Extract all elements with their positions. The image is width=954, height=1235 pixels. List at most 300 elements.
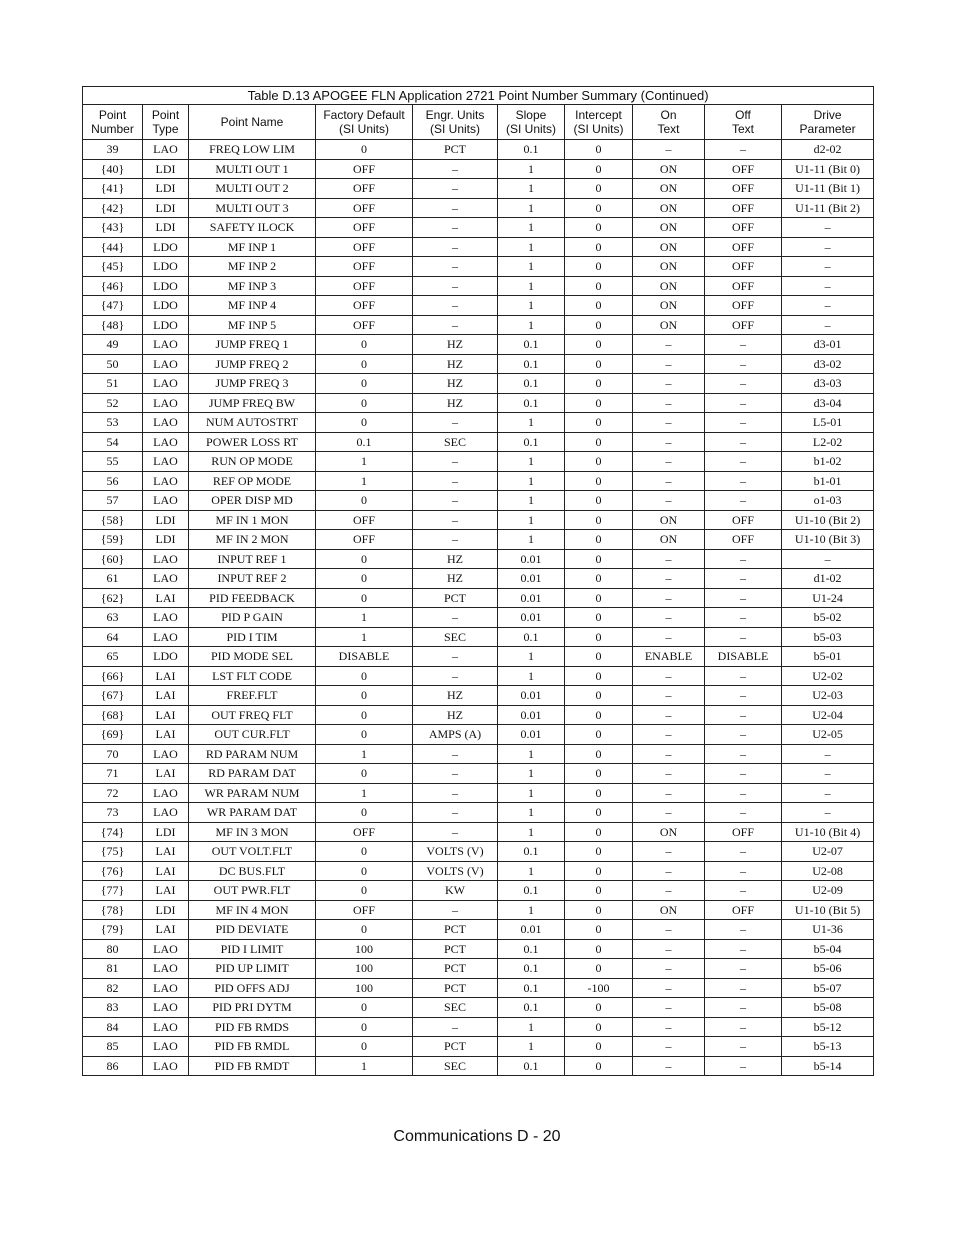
table-cell: – [705,452,782,472]
table-cell: 0 [565,705,633,725]
table-cell: 0.1 [498,842,565,862]
table-cell: 1 [498,1017,565,1037]
table-cell: PCT [413,588,498,608]
table-row [83,842,874,862]
table-cell: – [413,413,498,433]
table-cell: LAO [143,413,189,433]
table-row [83,939,874,959]
table-cell: 0 [565,276,633,296]
table-cell: HZ [413,549,498,569]
column-header [782,105,874,140]
column-header-line: (SI Units) [429,122,480,136]
table-cell: {46} [83,276,143,296]
table-cell: 1 [498,413,565,433]
table-cell: 0.1 [498,1056,565,1076]
table-cell: ON [633,179,705,199]
table-cell: 1 [498,764,565,784]
table-cell: OFF [705,257,782,277]
column-header [413,105,498,140]
table-row [83,452,874,472]
column-header-line: (SI Units) [573,122,624,136]
table-cell: – [705,783,782,803]
column-header [705,105,782,140]
table-cell: d2-02 [782,140,874,160]
table-cell: b5-07 [782,978,874,998]
table-cell: LAO [143,608,189,628]
table-cell: 0.1 [498,335,565,355]
table-row [83,998,874,1018]
table-cell: JUMP FREQ 2 [189,354,316,374]
column-header-line: Drive [813,108,842,122]
table-title: Table D.13 APOGEE FLN Application 2721 Point Number Summary (Continued) [83,87,874,105]
table-cell: – [633,920,705,940]
table-cell: {48} [83,315,143,335]
table-cell: 1 [316,452,413,472]
table-cell: – [413,608,498,628]
table-cell: 0 [316,588,413,608]
table-cell: – [413,666,498,686]
table-cell: U2-02 [782,666,874,686]
table-cell: 0 [316,335,413,355]
table-cell: b5-04 [782,939,874,959]
table-cell: HZ [413,374,498,394]
table-cell: PCT [413,978,498,998]
table-cell: OFF [316,237,413,257]
table-cell: – [705,881,782,901]
table-cell: 0 [565,725,633,745]
table-cell: d3-02 [782,354,874,374]
table-cell: U2-09 [782,881,874,901]
table-cell: 0 [565,783,633,803]
table-cell: OFF [316,159,413,179]
table-cell: LDI [143,198,189,218]
table-cell: 55 [83,452,143,472]
table-cell: {44} [83,237,143,257]
table-cell: 1 [316,783,413,803]
table-cell: 0 [565,315,633,335]
table-cell: OFF [705,159,782,179]
table-cell: – [633,783,705,803]
table-cell: 64 [83,627,143,647]
table-cell: LDO [143,315,189,335]
table-cell: WR PARAM NUM [189,783,316,803]
table-cell: PID FB RMDT [189,1056,316,1076]
table-cell: 0 [316,140,413,160]
table-cell: 0 [565,939,633,959]
table-cell: 61 [83,569,143,589]
table-cell: – [705,939,782,959]
table-cell: LDI [143,900,189,920]
table-row [83,159,874,179]
table-cell: – [705,978,782,998]
table-row [83,510,874,530]
table-row [83,1017,874,1037]
table-cell: SEC [413,432,498,452]
table-cell: OUT PWR.FLT [189,881,316,901]
table-cell: – [413,315,498,335]
table-cell: 1 [498,315,565,335]
table-cell: 0 [565,959,633,979]
table-row [83,413,874,433]
table-cell: VOLTS (V) [413,842,498,862]
table-cell: -100 [565,978,633,998]
table-cell: – [413,744,498,764]
table-cell: U1-10 (Bit 5) [782,900,874,920]
table-cell: – [633,452,705,472]
table-cell: LAO [143,978,189,998]
table-cell: U2-07 [782,842,874,862]
table-cell: OFF [316,198,413,218]
table-cell: LAO [143,959,189,979]
table-cell: – [705,920,782,940]
table-cell: 52 [83,393,143,413]
table-cell: {45} [83,257,143,277]
table-cell: 1 [498,257,565,277]
column-header-line: Off [735,108,751,122]
table-cell: OFF [316,179,413,199]
table-cell: LDI [143,822,189,842]
table-row [83,920,874,940]
table-cell: – [633,549,705,569]
table-cell: ON [633,276,705,296]
table-cell: MF IN 4 MON [189,900,316,920]
column-header [316,105,413,140]
table-row [83,569,874,589]
table-cell: L2-02 [782,432,874,452]
table-cell: 0 [565,237,633,257]
table-cell: ON [633,315,705,335]
table-header-row [83,105,874,140]
table-cell: – [705,1037,782,1057]
table-cell: 1 [498,198,565,218]
table-row [83,315,874,335]
table-cell: – [705,842,782,862]
table-cell: LST FLT CODE [189,666,316,686]
table-cell: – [633,725,705,745]
table-cell: PID MODE SEL [189,647,316,667]
table-cell: – [705,413,782,433]
table-cell: WR PARAM DAT [189,803,316,823]
table-cell: 1 [498,510,565,530]
table-cell: LDI [143,530,189,550]
table-cell: PID DEVIATE [189,920,316,940]
table-cell: 1 [498,530,565,550]
table-cell: – [705,666,782,686]
table-cell: {43} [83,218,143,238]
table-cell: HZ [413,335,498,355]
table-cell: LAO [143,140,189,160]
table-cell: OUT VOLT.FLT [189,842,316,862]
table-cell: – [633,666,705,686]
table-cell: – [782,218,874,238]
table-cell: SEC [413,627,498,647]
table-cell: 84 [83,1017,143,1037]
table-cell: LAO [143,491,189,511]
table-cell: 0 [565,1056,633,1076]
table-cell: 80 [83,939,143,959]
table-cell: LAI [143,861,189,881]
column-header [189,105,316,140]
table-cell: – [633,569,705,589]
table-cell: MF INP 2 [189,257,316,277]
table-row [83,276,874,296]
table-cell: 51 [83,374,143,394]
table-row [83,705,874,725]
table-cell: b5-12 [782,1017,874,1037]
table-cell: 0 [565,920,633,940]
table-cell: LAO [143,1037,189,1057]
table-cell: ENABLE [633,647,705,667]
table-cell: – [705,588,782,608]
table-cell: ON [633,296,705,316]
table-cell: 1 [498,861,565,881]
table-cell: MF IN 1 MON [189,510,316,530]
table-cell: b5-06 [782,959,874,979]
table-cell: OFF [316,257,413,277]
table-cell: – [633,998,705,1018]
table-cell: – [705,861,782,881]
table-cell: LAO [143,783,189,803]
table-row [83,530,874,550]
table-cell: LDI [143,218,189,238]
table-row [83,491,874,511]
table-cell: – [633,959,705,979]
table-cell: 1 [498,471,565,491]
table-cell: – [705,1056,782,1076]
table-cell: 0 [316,705,413,725]
table-cell: 0.01 [498,608,565,628]
table-cell: – [705,569,782,589]
table-cell: 0 [565,744,633,764]
table-cell: U1-10 (Bit 4) [782,822,874,842]
table-cell: {79} [83,920,143,940]
table-cell: PCT [413,920,498,940]
table-cell: 0.01 [498,549,565,569]
table-cell: 1 [498,452,565,472]
table-cell: – [413,764,498,784]
table-row [83,881,874,901]
table-cell: KW [413,881,498,901]
table-cell: – [782,783,874,803]
table-cell: 0 [316,666,413,686]
table-row [83,257,874,277]
table-cell: 0 [316,998,413,1018]
table-cell: {62} [83,588,143,608]
column-header-line: (SI Units) [338,122,389,136]
table-cell: – [705,140,782,160]
table-cell: b5-13 [782,1037,874,1057]
column-header [143,105,189,140]
table-cell: ON [633,218,705,238]
table-cell: OFF [705,822,782,842]
table-cell: OFF [705,198,782,218]
table-cell: – [705,744,782,764]
table-cell: 1 [498,179,565,199]
table-cell: 0 [316,686,413,706]
table-cell: 0 [565,218,633,238]
table-row [83,374,874,394]
table-cell: 100 [316,978,413,998]
table-cell: 0.1 [498,432,565,452]
table-cell: MF INP 4 [189,296,316,316]
table-cell: LAO [143,1017,189,1037]
table-row [83,959,874,979]
table-cell: 85 [83,1037,143,1057]
table-cell: 0 [565,998,633,1018]
table-cell: LAO [143,569,189,589]
column-header-line: Point [98,108,127,122]
table-cell: {41} [83,179,143,199]
table-cell: 1 [316,471,413,491]
table-cell: LDI [143,510,189,530]
table-cell: U1-10 (Bit 3) [782,530,874,550]
table-row [83,627,874,647]
table-cell: SAFETY ILOCK [189,218,316,238]
table-row [83,218,874,238]
page-footer: Communications D - 20 [393,1128,561,1145]
table-cell: {60} [83,549,143,569]
table-cell: 0 [565,179,633,199]
table-cell: – [633,588,705,608]
table-cell: U1-11 (Bit 0) [782,159,874,179]
table-cell: PCT [413,1037,498,1057]
table-cell: LAI [143,725,189,745]
table-cell: b5-02 [782,608,874,628]
table-cell: OFF [316,530,413,550]
table-row [83,588,874,608]
table-cell: – [633,471,705,491]
table-cell: 72 [83,783,143,803]
table-cell: 1 [498,491,565,511]
table-row [83,608,874,628]
table-cell: – [705,998,782,1018]
table-cell: – [782,744,874,764]
table-cell: 0 [565,257,633,277]
table-cell: 0.01 [498,588,565,608]
table-cell: 39 [83,140,143,160]
table-cell: 1 [498,783,565,803]
table-row [83,783,874,803]
table-cell: MF IN 3 MON [189,822,316,842]
table-cell: – [413,257,498,277]
table-cell: 0 [565,588,633,608]
table-cell: – [413,1017,498,1037]
table-cell: 0 [565,510,633,530]
table-cell: – [413,179,498,199]
table-row [83,354,874,374]
table-cell: 81 [83,959,143,979]
table-cell: 0 [316,1037,413,1057]
table-cell: ON [633,257,705,277]
table-cell: 0 [565,803,633,823]
table-cell: 0 [565,549,633,569]
table-cell: – [633,1037,705,1057]
table-cell: 1 [316,627,413,647]
table-cell: MULTI OUT 3 [189,198,316,218]
table-row [83,432,874,452]
table-cell: – [413,900,498,920]
table-cell: PID FB RMDL [189,1037,316,1057]
table-cell: – [705,335,782,355]
table-cell: 1 [498,803,565,823]
table-cell: 1 [498,218,565,238]
table-cell: LAO [143,354,189,374]
table-cell: {42} [83,198,143,218]
table-cell: – [633,627,705,647]
table-cell: 0 [316,569,413,589]
table-cell: 0.1 [498,140,565,160]
table-cell: – [413,491,498,511]
table-cell: PID OFFS ADJ [189,978,316,998]
table-cell: LAO [143,374,189,394]
table-cell: 0.1 [498,978,565,998]
table-cell: – [413,276,498,296]
table-cell: LDI [143,159,189,179]
table-row [83,686,874,706]
table-cell: 0 [565,686,633,706]
table-cell: LAO [143,803,189,823]
table-cell: LAI [143,764,189,784]
table-row [83,335,874,355]
table-cell: OPER DISP MD [189,491,316,511]
table-cell: – [705,354,782,374]
table-cell: RD PARAM DAT [189,764,316,784]
table-cell: 0 [565,608,633,628]
table-cell: – [413,218,498,238]
table-cell: – [705,608,782,628]
table-cell: LAO [143,744,189,764]
table-cell: PID PRI DYTM [189,998,316,1018]
table-cell: DC BUS.FLT [189,861,316,881]
table-cell: o1-03 [782,491,874,511]
table-cell: – [633,374,705,394]
table-cell: 0 [565,627,633,647]
table-cell: OFF [316,296,413,316]
table-cell: 70 [83,744,143,764]
table-cell: – [705,725,782,745]
table-cell: – [705,686,782,706]
column-header-line: Point Name [220,115,284,129]
table-cell: ON [633,530,705,550]
table-cell: 0 [565,354,633,374]
table-cell: 0 [565,335,633,355]
table-cell: – [782,276,874,296]
table-cell: 0.1 [498,939,565,959]
table-body [83,140,874,1076]
table-cell: 0 [316,354,413,374]
table-cell: – [633,140,705,160]
table-cell: OFF [705,315,782,335]
table-cell: VOLTS (V) [413,861,498,881]
table-cell: SEC [413,998,498,1018]
table-cell: 0.1 [498,881,565,901]
table-cell: LDO [143,276,189,296]
table-row [83,1056,874,1076]
table-cell: PID FB RMDS [189,1017,316,1037]
table-cell: 1 [498,900,565,920]
table-cell: REF OP MODE [189,471,316,491]
column-header [565,105,633,140]
table-cell: 50 [83,354,143,374]
table-cell: OFF [705,237,782,257]
table-cell: LAI [143,588,189,608]
table-cell: {40} [83,159,143,179]
table-cell: 0 [565,881,633,901]
table-cell: 82 [83,978,143,998]
table-cell: NUM AUTOSTRT [189,413,316,433]
table-row [83,666,874,686]
table-row [83,296,874,316]
